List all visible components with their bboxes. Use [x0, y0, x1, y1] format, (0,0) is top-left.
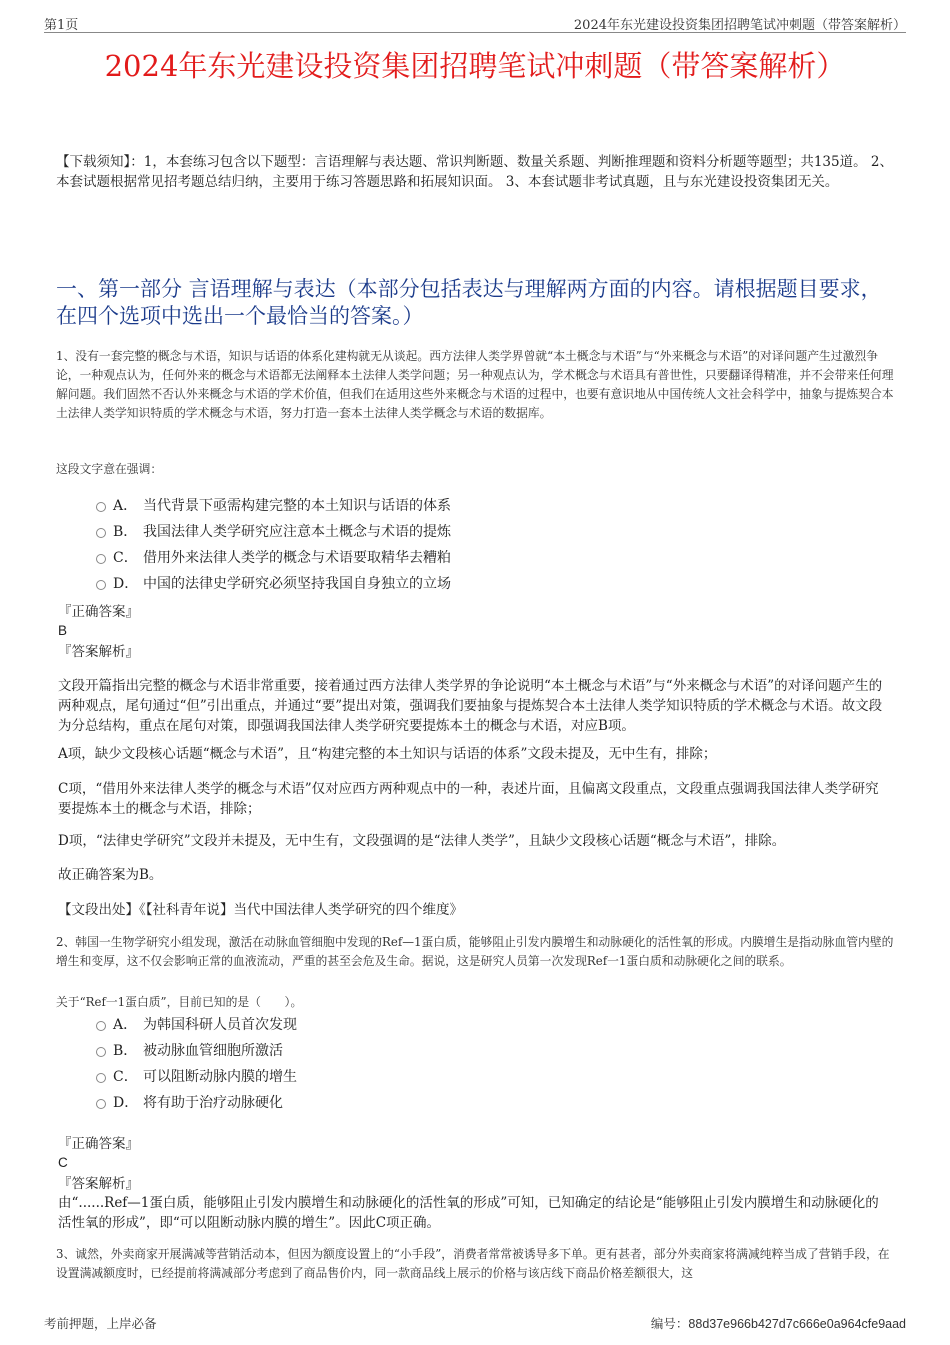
- page-number: 第1页: [44, 18, 79, 33]
- q1-analysis-conclusion: 故正确答案为B。: [58, 867, 163, 883]
- question-2-stem: 2、韩国一生物学研究小组发现，激活在动脉血管细胞中发现的Ref—1蛋白质，能够阻止引发内膜增生和动脉硬化的活性氧的形成。内膜增生是指动脉血管内壁的增生和变厚，这不仅会影响正常的血液流动，严重的甚至会危及生命。据说，这是研究人员第一次发现Ref一1蛋白质和动脉硬化之间的联系。: [56, 935, 894, 968]
- question-1-ask: 这段文字意在强调：: [56, 462, 163, 476]
- question-1-stem: 1、没有一套完整的概念与术语，知识与话语的体系化建构就无从谈起。西方法律人类学界曾就“本土概念与术语”与“外来概念与术语”的对译问题产生过激烈争论，一种观点认为，任何外来的概念与术语都无法阐释本土法律人类学问题；另一种观点认为，学术概念与术语具有普世性，只要翻译得精准，并不会带来任何理解问题。我们固然不否认外来概念与术语的学术价值，但我们在适用这些外来概念与术语的过程中，也要有意识地从中国传统人文社会科学中，抽象与提炼契合本土法律人类学知识特质的学术概念与术语，努力打造一套本土法律人类学概念与术语的数据库。: [56, 349, 894, 420]
- q2-analysis-label: 『答案解析』: [58, 1176, 139, 1192]
- q1-analysis-main: 文段开篇指出完整的概念与术语非常重要，接着通过西方法律人类学界的争论说明“本土概念与术语”与“外来概念与术语”的对译问题产生的两种观点，尾句通过“但”引出重点，并通过“要”提出对策，强调我们要抽象与提炼契合本土法律人类学知识特质的学术概念与术语。故文段为分总结构，重点在尾句对策，即强调我国法律人类学研究要提炼本土的概念与术语，对应B项。: [58, 678, 883, 734]
- header-divider: [44, 32, 906, 33]
- footer-code-value: 88d37e966b427d7c666e0a964cfe9aad: [688, 1317, 906, 1331]
- q2-option-d[interactable]: D． 将有助于治疗动脉硬化: [96, 1092, 283, 1114]
- radio-icon[interactable]: [96, 1047, 106, 1057]
- footer-slogan: 考前押题，上岸必备: [44, 1316, 157, 1331]
- q1-answer: B: [58, 623, 68, 638]
- q1-option-d[interactable]: D． 中国的法律史学研究必须坚持我国自身独立的立场: [96, 573, 451, 595]
- radio-icon[interactable]: [96, 580, 106, 590]
- q1-source: 【文段出处】《【社科青年说】当代中国法律人类学研究的四个维度》: [58, 902, 463, 918]
- section-heading: 一、第一部分 言语理解与表达（本部分包括表达与理解两方面的内容。请根据题目要求，在四个选项中选出一个最恰当的答案。）: [56, 277, 882, 328]
- radio-icon[interactable]: [96, 554, 106, 564]
- q1-answer-label: 『正确答案』: [58, 604, 139, 620]
- radio-icon[interactable]: [96, 528, 106, 538]
- q1-analysis-c: C项，“借用外来法律人类学的概念与术语”仅对应西方两种观点中的一种，表述片面，且偏离文段重点，文段重点强调我国法律人类学研究要提炼本土的概念与术语，排除；: [58, 781, 879, 817]
- footer-code: [651, 1314, 906, 1332]
- q1-option-b[interactable]: B． 我国法律人类学研究应注意本土概念与术语的提炼: [96, 521, 451, 543]
- radio-icon[interactable]: [96, 1099, 106, 1109]
- q1-analysis-label: 『答案解析』: [58, 644, 139, 660]
- header-doc-title: 2024年东光建设投资集团招聘笔试冲刺题（带答案解析）: [573, 18, 906, 33]
- q1-option-a[interactable]: A． 当代背景下亟需构建完整的本土知识与话语的体系: [96, 495, 451, 517]
- radio-icon[interactable]: [96, 502, 106, 512]
- q2-option-a[interactable]: A． 为韩国科研人员首次发现: [96, 1014, 297, 1036]
- q2-option-b[interactable]: B． 被动脉血管细胞所激活: [96, 1040, 283, 1062]
- radio-icon[interactable]: [96, 1073, 106, 1083]
- question-3-stem: 3、诚然，外卖商家开展满减等营销活动本，但因为额度设置上的“小手段”，消费者常常被诱导多下单。更有甚者，部分外卖商家将满减纯粹当成了营销手段，在设置满减额度时，已经提前将满减部分考虑到了商品售价内，同一款商品线上展示的价格与该店线下商品价格差额很大，这: [56, 1247, 890, 1280]
- q2-analysis: 由“......Ref—1蛋白质，能够阻止引发内膜增生和动脉硬化的活性氧的形成”可知，已知确定的结论是“能够阻止引发内膜增生和动脉硬化的活性氧的形成”，即“可以阻断动脉内膜的增生”。因此C项正确。: [58, 1195, 879, 1231]
- q1-analysis-a: A项，缺少文段核心话题“概念与术语”，且“构建完整的本土知识与话语的体系”文段未提及，无中生有，排除；: [58, 746, 717, 762]
- q2-answer: C: [58, 1155, 68, 1170]
- download-notice: 【下载须知】：1，本套练习包含以下题型：言语理解与表达题、常识判断题、数量关系题、判断推理题和资料分析题等题型；共135道。 2、本套试题根据常见招考题总结归纳，主要用于练习答题思路和拓展知识面。 3、本套试题非考试真题，且与东光建设投资集团无关。: [56, 154, 893, 190]
- page-title: 2024年东光建设投资集团招聘笔试冲刺题（带答案解析）: [104, 49, 846, 83]
- question-2-ask: 关于“Ref一1蛋白质”，目前已知的是（ ）。: [56, 995, 303, 1009]
- q2-option-c[interactable]: C． 可以阻断动脉内膜的增生: [96, 1066, 297, 1088]
- radio-icon[interactable]: [96, 1021, 106, 1031]
- q2-answer-label: 『正确答案』: [58, 1136, 139, 1152]
- q1-analysis-d: D项，“法律史学研究”文段并未提及，无中生有，文段强调的是“法律人类学”，且缺少文段核心话题“概念与术语”，排除。: [58, 833, 786, 849]
- footer-code-label: 编号：: [650, 1316, 689, 1331]
- q1-option-c[interactable]: C． 借用外来法律人类学的概念与术语要取精华去糟粕: [96, 547, 451, 569]
